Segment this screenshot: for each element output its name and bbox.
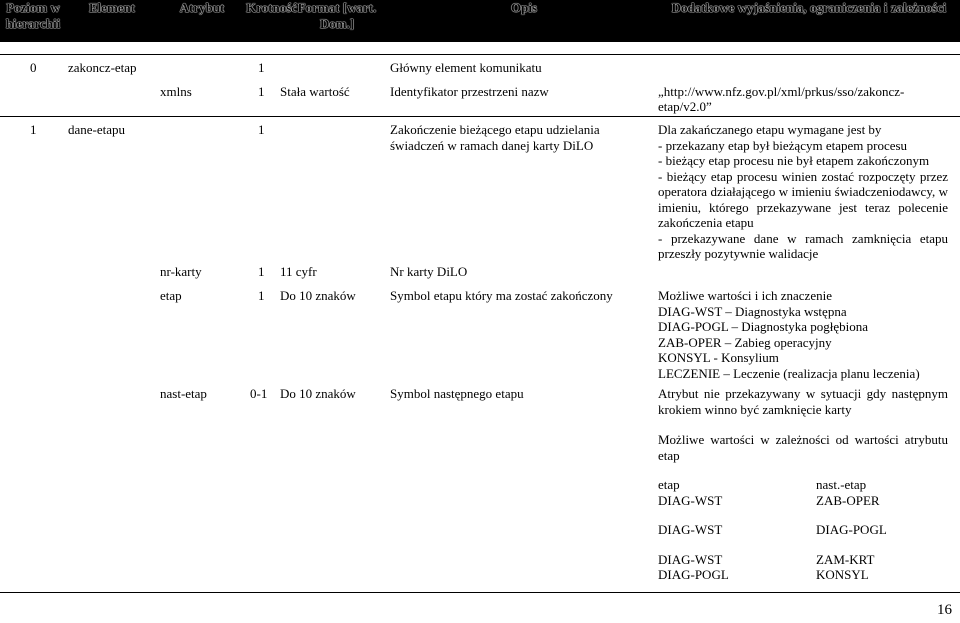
cell-description: Główny element komunikatu: [390, 60, 542, 75]
header-level: Poziom w hierarchii: [0, 0, 66, 42]
cell-description: Nr karty DiLO: [390, 264, 468, 279]
extra-line: Dla zakańczanego etapu wymagane jest by: [658, 122, 882, 137]
etap-pairs-table: [658, 477, 891, 583]
pairs-head-etap: etap: [658, 477, 680, 492]
pair-next: ZAM-KRT KONSYL: [816, 551, 875, 582]
cell-count: 1: [258, 288, 265, 303]
pair-next: DIAG-POGL: [816, 522, 887, 537]
extra-line: - przekazywane dane w ramach zamknięcia etapu przeszły pozytywnie walidacje: [658, 230, 948, 261]
pair-etap: DIAG-WST DIAG-POGL: [658, 551, 729, 582]
cell-extra: „http://www.nfz.gov.pl/xml/prkus/sso/zakoncz-etap/v2.0”: [658, 84, 905, 114]
cell-attribute: etap: [160, 288, 182, 303]
cell-count: 1: [258, 122, 265, 137]
cell-extra: [658, 288, 954, 381]
cell-extra: [658, 386, 954, 583]
extra-line: - przekazany etap był bieżącym etapem procesu: [658, 137, 908, 153]
cell-description: Identyfikator przestrzeni nazw: [390, 84, 549, 99]
header-element: Element: [66, 0, 158, 42]
pair-etap: DIAG-WST: [658, 522, 723, 537]
pair-next: ZAB-OPER: [816, 492, 880, 508]
table-row: [0, 116, 960, 117]
cell-format: Stała wartość: [280, 84, 350, 99]
cell-attribute: nr-karty: [160, 264, 202, 279]
extra-line: - bieżący etap procesu winien zostać rozpoczęty przez operatora działającego w imieniu świadczeniodawcy, w imieniu, którego przekazywane jest teraz polecenie zakończenia etapu: [658, 168, 948, 230]
page-number: 16: [937, 602, 952, 618]
table-body: [0, 42, 960, 623]
cell-description: Symbol etapu który ma zostać zakończony: [390, 288, 613, 303]
extra-line: Możliwe wartości i ich znaczenie: [658, 288, 832, 303]
extra-paragraph: Atrybut nie przekazywany w sytuacji gdy następnym krokiem winno być zamknięcie karty: [658, 386, 948, 417]
header-format: Format [wart. Dom.]: [284, 0, 390, 42]
extra-line: - bieżący etap procesu nie był etapem zakończonym: [658, 153, 930, 168]
cell-level: 1: [30, 122, 37, 137]
extra-line: DIAG-WST – Diagnostyka wstępna: [658, 303, 847, 319]
cell-extra: [658, 122, 954, 262]
cell-count: 1: [258, 84, 265, 99]
cell-count: 1: [258, 60, 265, 75]
cell-format: 11 cyfr: [280, 264, 317, 279]
cell-attribute: xmlns: [160, 84, 192, 99]
header-count: Krotność: [246, 0, 284, 42]
cell-level: 0: [30, 60, 37, 75]
cell-description: Zakończenie bieżącego etapu udzielania świadczeń w ramach danej karty DiLO: [390, 122, 600, 153]
table-row: [0, 54, 960, 55]
pair-etap: DIAG-WST: [658, 492, 723, 508]
header-description: Opis: [390, 0, 658, 42]
cell-attribute: nast-etap: [160, 386, 207, 401]
header-text-layer: [0, 0, 960, 42]
extra-line: LECZENIE – Leczenie (realizacja planu leczenia): [658, 365, 920, 381]
header-extra: Dodatkowe wyjaśnienia, ograniczenia i zależności: [658, 0, 960, 42]
pairs-head-next: nast.-etap: [816, 477, 867, 492]
cell-count: 0-1: [250, 386, 268, 401]
cell-format: Do 10 znaków: [280, 386, 356, 401]
table-bottom-rule: [0, 592, 960, 593]
header-attribute: Atrybut: [158, 0, 246, 42]
cell-description: Symbol następnego etapu: [390, 386, 524, 401]
extra-line: ZAB-OPER – Zabieg operacyjny: [658, 334, 832, 350]
cell-element: zakoncz-etap: [68, 60, 137, 75]
cell-count: 1: [258, 264, 265, 279]
extra-line: KONSYL - Konsylium: [658, 350, 779, 365]
cell-format: Do 10 znaków: [280, 288, 356, 303]
extra-line: DIAG-POGL – Diagnostyka pogłębiona: [658, 319, 869, 334]
extra-paragraph: Możliwe wartości w zależności od wartości atrybutu etap: [658, 432, 948, 463]
cell-element: dane-etapu: [68, 122, 126, 137]
